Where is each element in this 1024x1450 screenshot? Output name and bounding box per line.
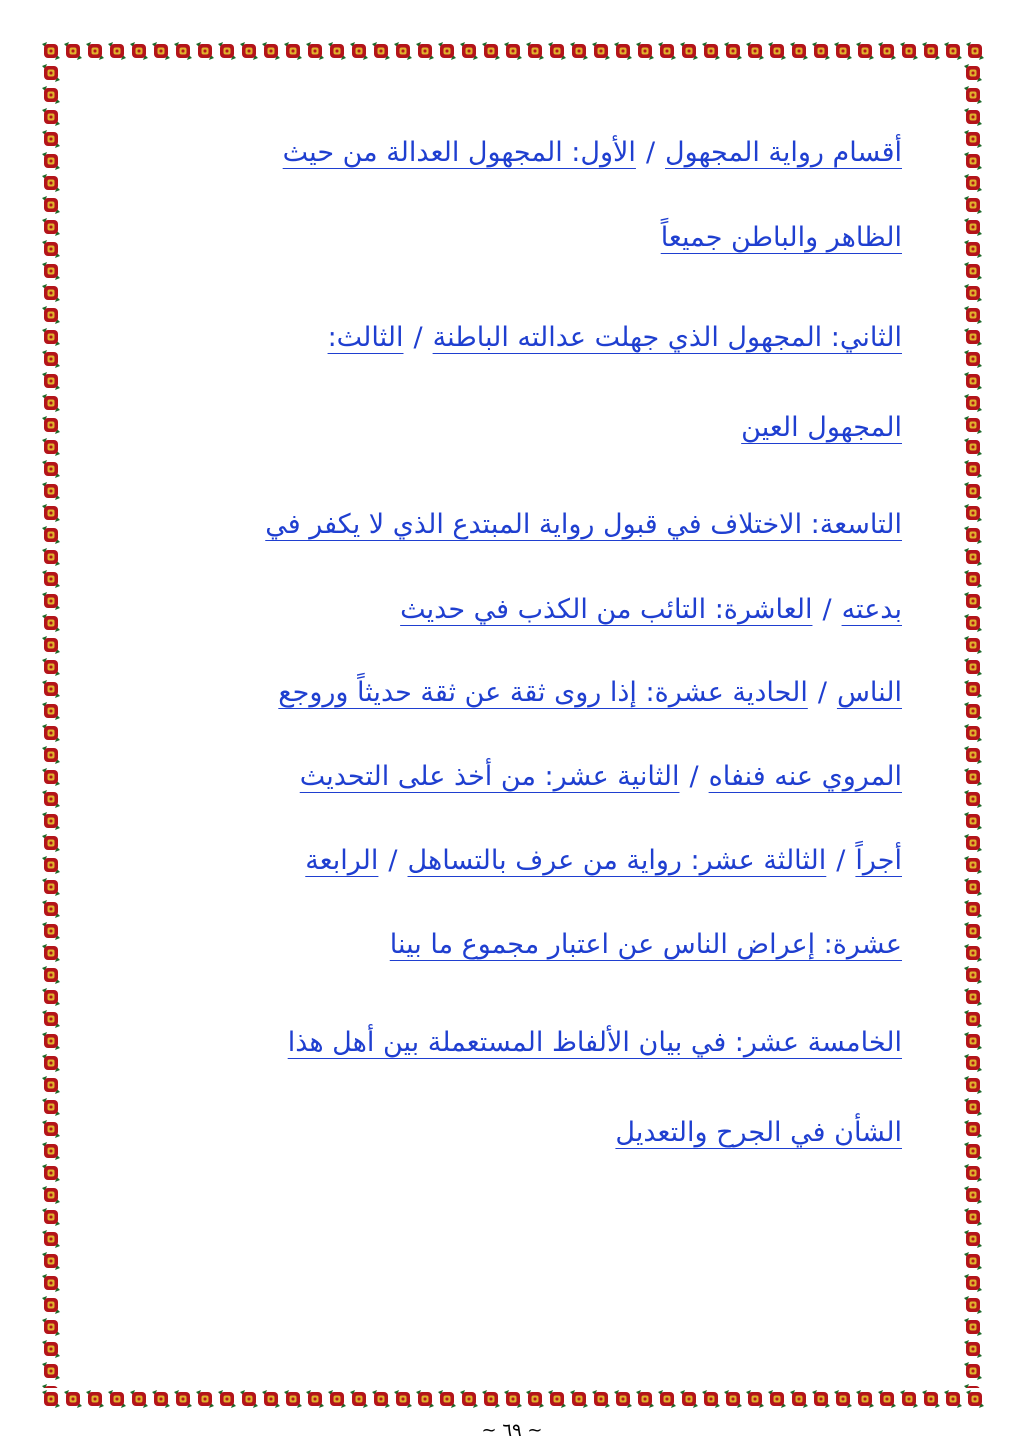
separator-slash: / (836, 845, 846, 876)
toc-line-7 (112, 668, 902, 718)
toc-link-al-thalitha-ashar[interactable]: الثالثة عشر: رواية من عرف بالتساهل (407, 845, 827, 876)
separator-slash: / (645, 137, 656, 168)
toc-line-8 (112, 752, 902, 802)
toc-link-al-hadiya-ashra[interactable]: الحادية عشرة: إذا روى ثقة عن ثقة حديثاً وروجع (278, 677, 808, 708)
toc-link-al-thalith[interactable]: الثالث: (327, 322, 404, 353)
toc-link-al-ashira-cont[interactable]: الناس (836, 677, 902, 708)
separator-slash: / (689, 761, 699, 792)
toc-link-al-hadiya-ashra-cont[interactable]: المروي عنه فنفاه (708, 761, 902, 792)
toc-link-al-thaniya-ashar-cont[interactable]: أجراً (855, 845, 902, 876)
toc-line-9 (112, 836, 902, 886)
toc-line-5 (112, 500, 902, 550)
toc-line-12 (615, 1108, 902, 1158)
toc-link-riwayat-al-majhul[interactable]: أقسام رواية المجهول (665, 137, 902, 168)
toc-line-2 (661, 213, 902, 263)
toc-link-al-tasia-cont[interactable]: بدعته (841, 594, 902, 625)
toc-line-4 (741, 403, 902, 453)
toc-link-al-khamisa-ashar[interactable]: الخامسة عشر: في بيان الألفاظ المستعملة بين أهل هذا (287, 1027, 902, 1058)
toc-line-3 (112, 313, 902, 363)
toc-link-al-awwal[interactable]: الأول: المجهول العدالة من حيث (282, 137, 636, 168)
toc-link-al-ashira[interactable]: العاشرة: التائب من الكذب في حديث (400, 594, 813, 625)
toc-link-al-awwal-cont[interactable]: الظاهر والباطن جميعاً (660, 222, 902, 253)
separator-slash: / (822, 594, 832, 625)
toc-line-10 (390, 920, 902, 970)
toc-link-al-thaniya-ashar[interactable]: الثانية عشر: من أخذ على التحديث (299, 761, 680, 792)
decorative-border-right (962, 62, 984, 1388)
page-number: ~ ٦٩ ~ (481, 1420, 543, 1441)
separator-slash: / (413, 322, 423, 353)
separator-slash: / (817, 677, 827, 708)
toc-link-al-tasia[interactable]: التاسعة: الاختلاف في قبول رواية المبتدع الذي لا يكفر في (265, 509, 902, 540)
decorative-border-left (40, 62, 62, 1388)
decorative-border-bottom (40, 1388, 984, 1410)
toc-link-al-rabia-ashra-cont[interactable]: عشرة: إعراض الناس عن اعتبار مجموع ما بينا (389, 929, 902, 960)
toc-link-al-rabia-ashra[interactable]: الرابعة (305, 845, 379, 876)
toc-link-al-khamisa-ashar-cont[interactable]: الشأن في الجرح والتعديل (615, 1117, 902, 1148)
toc-link-al-thalith-cont[interactable]: المجهول العين (741, 412, 902, 443)
toc-line-6 (112, 585, 902, 635)
separator-slash: / (388, 845, 398, 876)
toc-line-11 (112, 1018, 902, 1068)
toc-line-1 (112, 128, 902, 178)
toc-link-al-thani[interactable]: الثاني: المجهول الذي جهلت عدالته الباطنة (432, 322, 902, 353)
decorative-border-top (40, 40, 984, 62)
